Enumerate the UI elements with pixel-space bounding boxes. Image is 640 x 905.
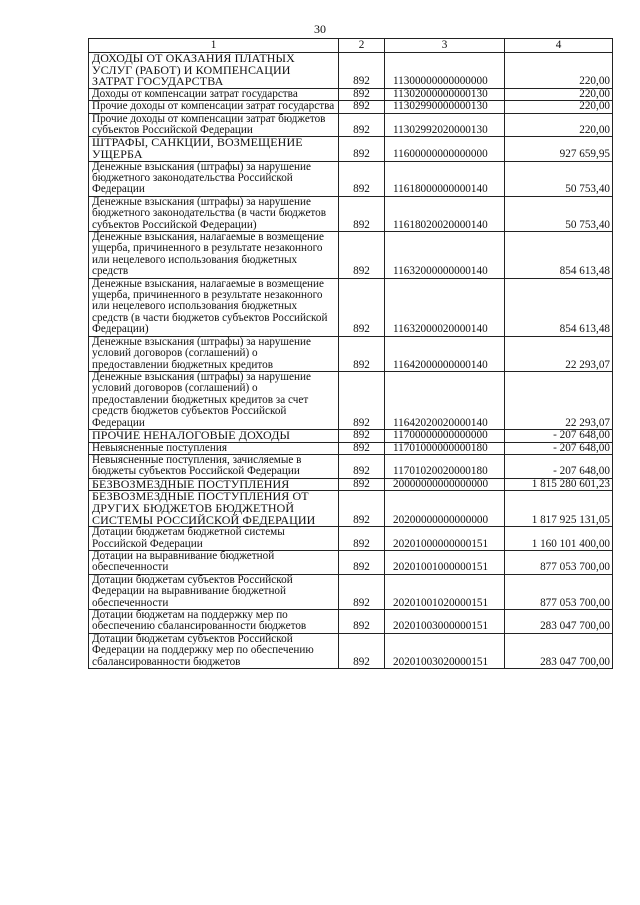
row-budget-code-cell: 11642020020000140	[385, 371, 505, 429]
row-admin-code-cell: 892	[339, 550, 385, 574]
table-row	[89, 278, 613, 336]
row-budget-code-cell: 11632000020000140	[385, 278, 505, 336]
table-body	[89, 53, 613, 669]
column-header-1: 1	[89, 39, 339, 53]
row-budget-code-cell: 11302992020000130	[385, 113, 505, 137]
row-name-cell: Денежные взыскания (штрафы) за нарушение бюджетного законодательства (в части бюджетов субъектов Российской Федерации)	[89, 196, 339, 231]
row-name-cell: ДОХОДЫ ОТ ОКАЗАНИЯ ПЛАТНЫХ УСЛУГ (РАБОТ) И КОМПЕНСАЦИИ ЗАТРАТ ГОСУДАРСТВА	[89, 53, 339, 89]
row-budget-code-cell: 20201000000000151	[385, 527, 505, 551]
row-admin-code-cell: 892	[339, 196, 385, 231]
row-amount-cell: 927 659,95	[505, 137, 613, 161]
row-name-cell: Денежные взыскания, налагаемые в возмещение ущерба, причиненного в результате незаконного или нецелевого использования бюджетных средств	[89, 232, 339, 279]
row-amount-cell: 877 053 700,00	[505, 574, 613, 609]
revenue-table	[88, 38, 613, 669]
row-name-cell: Доходы от компенсации затрат государства	[89, 88, 339, 100]
row-amount-cell: - 207 648,00	[505, 442, 613, 454]
table-row	[89, 442, 613, 454]
table-row	[89, 633, 613, 668]
table-row	[89, 53, 613, 89]
row-budget-code-cell: 11302000000000130	[385, 88, 505, 100]
row-admin-code-cell: 892	[339, 278, 385, 336]
row-budget-code-cell: 11701020020000180	[385, 454, 505, 478]
row-admin-code-cell: 892	[339, 137, 385, 161]
row-name-cell: Денежные взыскания, налагаемые в возмещение ущерба, причиненного в результате незаконного или нецелевого использования бюджетных средств (в части бюджетов субъектов Российской Федерации)	[89, 278, 339, 336]
row-budget-code-cell: 11618000000000140	[385, 161, 505, 196]
row-amount-cell: 854 613,48	[505, 232, 613, 279]
row-admin-code-cell: 892	[339, 478, 385, 491]
table-row	[89, 371, 613, 429]
row-admin-code-cell: 892	[339, 113, 385, 137]
row-budget-code-cell: 11632000000000140	[385, 232, 505, 279]
row-admin-code-cell: 892	[339, 609, 385, 633]
row-name-cell: Дотации бюджетам на поддержку мер по обеспечению сбалансированности бюджетов	[89, 609, 339, 633]
row-admin-code-cell: 892	[339, 161, 385, 196]
row-name-cell: ШТРАФЫ, САНКЦИИ, ВОЗМЕЩЕНИЕ УЩЕРБА	[89, 137, 339, 161]
table-row	[89, 609, 613, 633]
row-amount-cell: 220,00	[505, 53, 613, 89]
row-amount-cell: 220,00	[505, 101, 613, 113]
row-name-cell: Дотации бюджетам бюджетной системы Российской Федерации	[89, 527, 339, 551]
table-row	[89, 454, 613, 478]
row-budget-code-cell: 20000000000000000	[385, 478, 505, 491]
row-admin-code-cell: 892	[339, 633, 385, 668]
row-budget-code-cell: 20201001000000151	[385, 550, 505, 574]
row-name-cell: Денежные взыскания (штрафы) за нарушение бюджетного законодательства Российской Федерации	[89, 161, 339, 196]
table-row	[89, 161, 613, 196]
row-budget-code-cell: 11302990000000130	[385, 101, 505, 113]
row-budget-code-cell: 11701000000000180	[385, 442, 505, 454]
table-row	[89, 232, 613, 279]
row-admin-code-cell: 892	[339, 442, 385, 454]
row-name-cell: БЕЗВОЗМЕЗДНЫЕ ПОСТУПЛЕНИЯ	[89, 478, 339, 491]
row-budget-code-cell: 20201003000000151	[385, 609, 505, 633]
column-header-4: 4	[505, 39, 613, 53]
row-name-cell: Прочие доходы от компенсации затрат бюджетов субъектов Российской Федерации	[89, 113, 339, 137]
row-amount-cell: 50 753,40	[505, 161, 613, 196]
row-amount-cell: 854 613,48	[505, 278, 613, 336]
row-name-cell: Невыясненные поступления, зачисляемые в бюджеты субъектов Российской Федерации	[89, 454, 339, 478]
row-admin-code-cell: 892	[339, 454, 385, 478]
row-admin-code-cell: 892	[339, 429, 385, 442]
table-row	[89, 88, 613, 100]
row-amount-cell: 220,00	[505, 88, 613, 100]
row-admin-code-cell: 892	[339, 371, 385, 429]
row-name-cell: ПРОЧИЕ НЕНАЛОГОВЫЕ ДОХОДЫ	[89, 429, 339, 442]
table-row	[89, 196, 613, 231]
row-admin-code-cell: 892	[339, 101, 385, 113]
row-amount-cell: - 207 648,00	[505, 429, 613, 442]
row-budget-code-cell: 11300000000000000	[385, 53, 505, 89]
row-name-cell: Дотации бюджетам субъектов Российской Федерации на поддержку мер по обеспечению сбалансированности бюджетов	[89, 633, 339, 668]
table-row	[89, 113, 613, 137]
row-budget-code-cell: 11600000000000000	[385, 137, 505, 161]
row-amount-cell: 877 053 700,00	[505, 550, 613, 574]
table-row	[89, 137, 613, 161]
row-amount-cell: 1 160 101 400,00	[505, 527, 613, 551]
row-admin-code-cell: 892	[339, 336, 385, 371]
page-number: 30	[314, 22, 326, 36]
row-amount-cell: 220,00	[505, 113, 613, 137]
table-row	[89, 101, 613, 113]
row-amount-cell: 1 817 925 131,05	[505, 491, 613, 527]
row-amount-cell: 22 293,07	[505, 336, 613, 371]
table-row	[89, 491, 613, 527]
row-budget-code-cell: 11700000000000000	[385, 429, 505, 442]
row-admin-code-cell: 892	[339, 53, 385, 89]
row-name-cell: БЕЗВОЗМЕЗДНЫЕ ПОСТУПЛЕНИЯ ОТ ДРУГИХ БЮДЖЕТОВ БЮДЖЕТНОЙ СИСТЕМЫ РОССИЙСКОЙ ФЕДЕРАЦИИ	[89, 491, 339, 527]
table-row	[89, 550, 613, 574]
table-row	[89, 527, 613, 551]
row-name-cell: Денежные взыскания (штрафы) за нарушение условий договоров (соглашений) о предоставлении бюджетных кредитов за счет средств бюджетов субъектов Российской Федерации	[89, 371, 339, 429]
row-name-cell: Денежные взыскания (штрафы) за нарушение условий договоров (соглашений) о предоставлении бюджетных кредитов	[89, 336, 339, 371]
row-amount-cell: - 207 648,00	[505, 454, 613, 478]
row-admin-code-cell: 892	[339, 232, 385, 279]
row-name-cell: Дотации на выравнивание бюджетной обеспеченности	[89, 550, 339, 574]
row-amount-cell: 50 753,40	[505, 196, 613, 231]
column-header-3: 3	[385, 39, 505, 53]
row-amount-cell: 283 047 700,00	[505, 609, 613, 633]
row-name-cell: Прочие доходы от компенсации затрат государства	[89, 101, 339, 113]
table-row	[89, 574, 613, 609]
table-row	[89, 429, 613, 442]
row-amount-cell: 283 047 700,00	[505, 633, 613, 668]
row-budget-code-cell: 20201001020000151	[385, 574, 505, 609]
row-admin-code-cell: 892	[339, 491, 385, 527]
row-amount-cell: 1 815 280 601,23	[505, 478, 613, 491]
row-budget-code-cell: 20201003020000151	[385, 633, 505, 668]
row-budget-code-cell: 11642000000000140	[385, 336, 505, 371]
row-name-cell: Дотации бюджетам субъектов Российской Федерации на выравнивание бюджетной обеспеченности	[89, 574, 339, 609]
column-header-2: 2	[339, 39, 385, 53]
row-admin-code-cell: 892	[339, 527, 385, 551]
row-admin-code-cell: 892	[339, 574, 385, 609]
row-amount-cell: 22 293,07	[505, 371, 613, 429]
row-admin-code-cell: 892	[339, 88, 385, 100]
row-budget-code-cell: 20200000000000000	[385, 491, 505, 527]
row-name-cell: Невыясненные поступления	[89, 442, 339, 454]
table-row	[89, 336, 613, 371]
row-budget-code-cell: 11618020020000140	[385, 196, 505, 231]
